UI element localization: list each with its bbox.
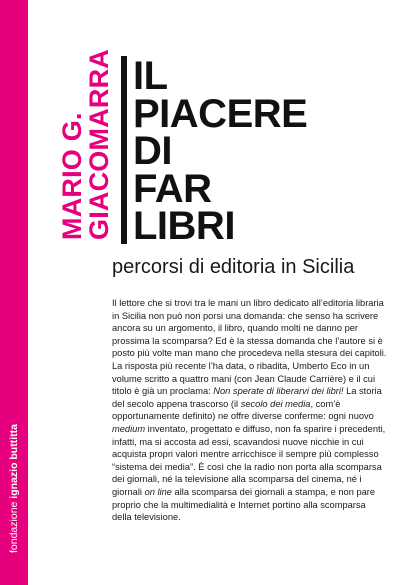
blurb-line: della televisione. <box>112 512 181 523</box>
title-line: DI <box>133 129 172 173</box>
publisher-imprint <box>4 273 24 553</box>
publisher-prefix: fondazione <box>8 501 20 553</box>
title-line: PIACERE <box>133 91 308 136</box>
author-name <box>59 50 117 240</box>
book-reference: Non sperate di liberarvi dei libri! <box>213 386 344 397</box>
blurb-line: “sistema dei media”. È così che la radio non porta alla scomparsa <box>112 461 382 472</box>
blurb-line: medium inventato, progettato e diffuso, non fa sparire i precedenti, <box>112 423 386 434</box>
publisher-name: ignazio buttitta <box>8 424 20 499</box>
blurb-line: prossima la scomparsa? Ed è la stessa domanda che l’autore si è <box>112 335 383 346</box>
title-rule <box>121 56 127 244</box>
blurb-line: Il lettore che si trovi tra le mani un libro dedicato all’editoria libraria <box>112 298 384 308</box>
blurb-line: in Sicilia non può non porsi una domanda: che senso ha scrivere <box>112 310 379 321</box>
blurb-line: giornali on line alla scomparsa dei giornali a stampa, e non pare <box>112 486 376 497</box>
author-line-1: MARIO G. <box>57 112 87 240</box>
book-title <box>133 54 308 248</box>
blurb-line: La risposta più recente l’ha data, o ribadita, Umberto Eco in un <box>112 360 370 371</box>
blurb-line: infatti, ma si accosta ad essi, scavandosi nuove nicchie in cui <box>112 436 364 447</box>
title-line: IL <box>133 54 168 98</box>
blurb-line: titolo è già un proclama: Non sperate di liberarvi dei libri! La storia <box>112 386 382 397</box>
book-subtitle: percorsi di editoria in Sicilia <box>112 256 355 278</box>
blurb-line: ancora su un argomento, il libro, quando molti ne danno per <box>112 323 359 334</box>
blurb-line: volume scritto a quattro mani (con Jean Claude Carrière) e il cui <box>112 373 376 384</box>
blurb-line: acquista propri valori mentre arricchisce il sempre più complesso <box>112 449 379 460</box>
blurb-line: opportunamente definito) ne offre diverse conferme: ogni nuovo <box>112 411 374 422</box>
title-line: FAR <box>133 166 212 211</box>
blurb-line: del secolo appena trascorso (il secolo dei media, com’è <box>112 398 341 409</box>
blurb-line: proprio che la multimedialità e Internet portino alla scomparsa <box>112 499 366 510</box>
blurb-line: posto più volte man mano che procedeva nella stesura dei capitoli. <box>112 348 387 359</box>
author-line-2: GIACOMARRA <box>84 49 114 240</box>
blurb-line: dei giornali, né la televisione alla scomparsa del cinema, né i <box>112 474 362 485</box>
blurb <box>112 297 387 524</box>
title-line: LIBRI <box>133 204 235 248</box>
